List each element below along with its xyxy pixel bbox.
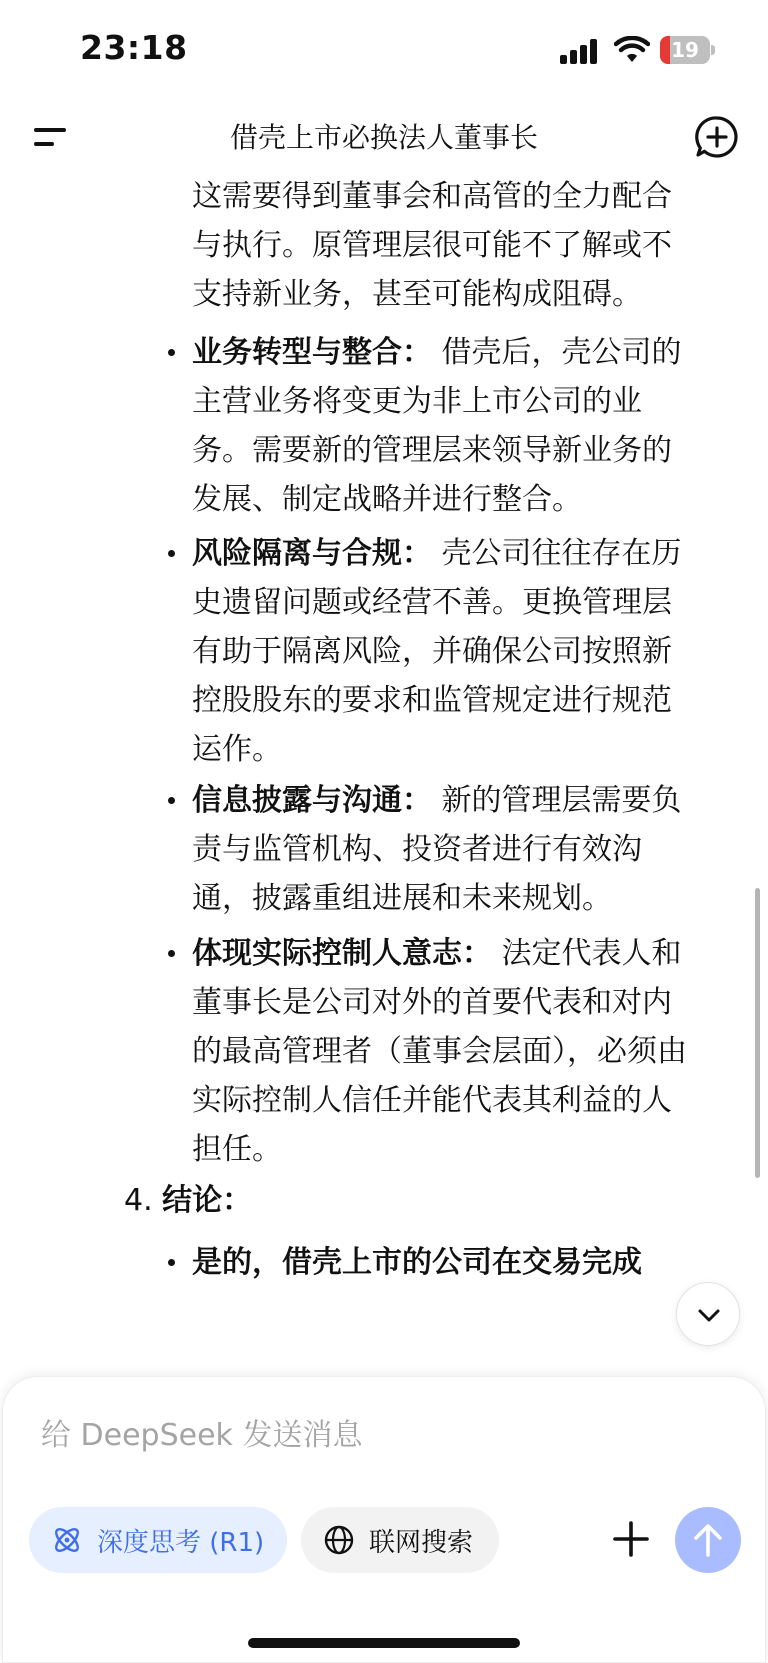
battery-icon xyxy=(660,36,714,64)
text-line: 董事长是公司对外的首要代表和对内 xyxy=(192,985,672,1020)
chevron-down-icon xyxy=(695,1301,723,1329)
deep-think-toggle[interactable] xyxy=(29,1507,287,1573)
deep-think-label: 深度思考 (R1) xyxy=(97,1527,265,1558)
bullet-title: 是的，借壳上市的公司在交易完成 xyxy=(192,1245,642,1280)
section-number: 4. xyxy=(124,1183,153,1218)
bullet-dot xyxy=(168,349,175,356)
globe-icon xyxy=(323,1524,355,1556)
scroll-to-bottom-button[interactable] xyxy=(676,1282,740,1346)
atom-icon xyxy=(51,1524,83,1556)
text-line: 有助于隔离风险，并确保公司按照新 xyxy=(192,634,672,669)
section-heading-conclusion xyxy=(124,1176,252,1225)
text-line: 务。需要新的管理层来领导新业务的 xyxy=(192,433,672,468)
attach-plus-icon[interactable] xyxy=(603,1511,659,1567)
web-search-toggle[interactable] xyxy=(301,1507,499,1573)
bullet-title: 业务转型与整合： xyxy=(192,335,432,370)
text-line: 新的管理层需要负 xyxy=(432,783,682,818)
bullet-title: 风险隔离与合规： xyxy=(192,536,432,571)
arrow-up-icon xyxy=(690,1521,726,1559)
text-line: 通，披露重组进展和未来规划。 xyxy=(192,881,612,916)
assistant-message xyxy=(0,176,768,1376)
bullet-controller-will xyxy=(192,929,740,1174)
text-line: 运作。 xyxy=(192,732,282,767)
home-indicator[interactable] xyxy=(248,1638,520,1648)
chat-title[interactable]: 借壳上市必换法人董事长 xyxy=(229,121,538,154)
chat-header xyxy=(0,100,768,176)
text-line: 史遗留问题或经营不善。更换管理层 xyxy=(192,585,672,620)
send-button[interactable] xyxy=(675,1507,741,1573)
wifi-icon xyxy=(614,36,650,64)
new-chat-icon[interactable] xyxy=(694,114,740,160)
bullet-business-transformation xyxy=(192,328,740,524)
text-line: 法定代表人和 xyxy=(492,936,682,971)
section-title: 结论： xyxy=(162,1183,253,1218)
message-composer xyxy=(2,1376,766,1663)
text-line: 实际控制人信任并能代表其利益的人 xyxy=(192,1083,672,1118)
bullet-risk-isolation xyxy=(192,529,740,774)
text-line: 支持新业务，甚至可能构成阻碍。 xyxy=(192,277,642,312)
text-line: 责与监管机构、投资者进行有效沟 xyxy=(192,832,642,867)
intro-paragraph xyxy=(192,176,732,319)
bullet-dot xyxy=(168,1259,175,1266)
scrollbar-thumb[interactable] xyxy=(755,888,760,1178)
status-time: 23:18 xyxy=(80,28,188,67)
status-bar xyxy=(0,0,768,100)
text-line: 主营业务将变更为非上市公司的业 xyxy=(192,384,642,419)
text-line: 与执行。原管理层很可能不了解或不 xyxy=(192,228,672,263)
text-line: 的最高管理者（董事会层面），必须由 xyxy=(192,1034,687,1069)
cellular-signal-icon xyxy=(560,38,602,64)
bullet-disclosure xyxy=(192,776,740,923)
bullet-dot xyxy=(168,550,175,557)
text-line: 壳公司往往存在历 xyxy=(432,536,682,571)
text-line: 控股股东的要求和监管规定进行规范 xyxy=(192,683,672,718)
text-line: 担任。 xyxy=(192,1132,282,1167)
bullet-dot xyxy=(168,950,175,957)
text-line: 这需要得到董事会和高管的全力配合 xyxy=(192,179,672,214)
text-line: 借壳后，壳公司的 xyxy=(432,335,682,370)
bullet-title: 信息披露与沟通： xyxy=(192,783,432,818)
battery-percent: 19 xyxy=(671,38,699,62)
bullet-dot xyxy=(168,797,175,804)
bullet-conclusion xyxy=(192,1238,740,1287)
bullet-title: 体现实际控制人意志： xyxy=(192,936,492,971)
web-search-label: 联网搜索 xyxy=(369,1527,474,1558)
message-input[interactable] xyxy=(41,1405,721,1465)
text-line: 发展、制定战略并进行整合。 xyxy=(192,482,582,517)
